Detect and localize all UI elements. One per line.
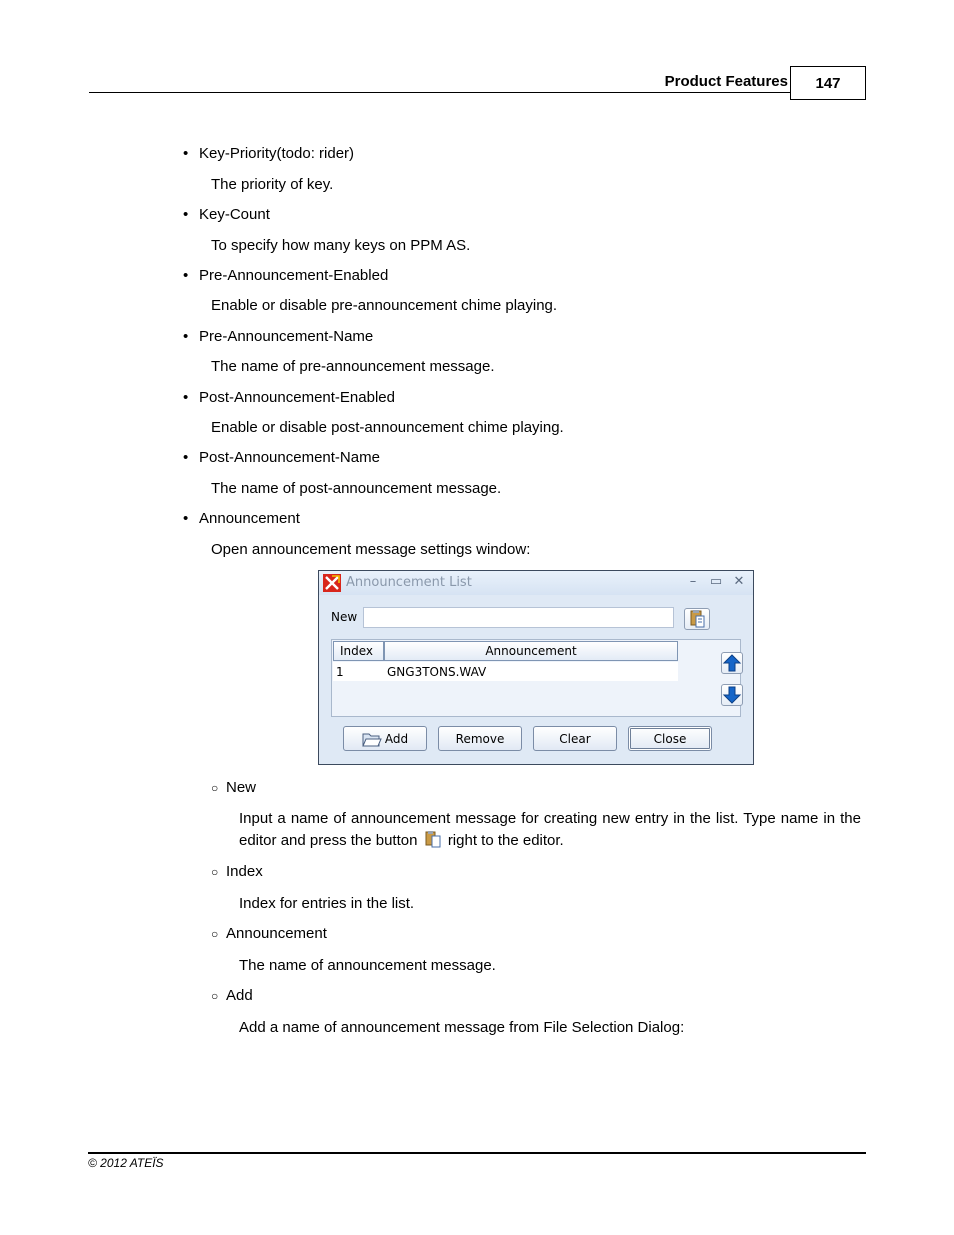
move-up-button[interactable] bbox=[721, 652, 743, 674]
paste-icon bbox=[685, 609, 709, 629]
column-header-index[interactable]: Index bbox=[333, 641, 384, 661]
bullet-item: • Pre-Announcement-Enabled bbox=[183, 267, 389, 284]
row-index: 1 bbox=[336, 665, 344, 679]
window-titlebar bbox=[319, 571, 753, 595]
folder-open-icon bbox=[362, 730, 382, 748]
app-icon bbox=[323, 574, 341, 592]
announcement-grid[interactable] bbox=[331, 639, 741, 717]
table-row[interactable] bbox=[333, 662, 678, 681]
desc-text: right to the editor. bbox=[447, 832, 564, 849]
sub-item-term: New bbox=[226, 779, 257, 796]
close-icon[interactable]: ✕ bbox=[733, 574, 745, 589]
sub-item-term: Add bbox=[226, 987, 253, 1004]
paste-icon bbox=[424, 830, 442, 848]
bullet-term: Key-Priority(todo: rider) bbox=[199, 145, 355, 162]
announcement-list-window bbox=[318, 570, 754, 765]
minimize-icon[interactable]: – bbox=[689, 574, 697, 589]
header-rule bbox=[89, 92, 791, 93]
window-title: Announcement List bbox=[346, 575, 472, 590]
bullet-desc: Enable or disable pre-announcement chime playing. bbox=[211, 297, 558, 314]
column-header-announcement[interactable]: Announcement bbox=[384, 641, 678, 661]
sub-item-index: ○ Index bbox=[211, 863, 263, 880]
header-section-title: Product Features bbox=[664, 73, 788, 90]
close-button[interactable] bbox=[628, 726, 712, 751]
remove-button-label: Remove bbox=[455, 731, 505, 746]
sub-item-announcement: ○ Announcement bbox=[211, 925, 327, 942]
maximize-icon[interactable]: ▭ bbox=[709, 574, 723, 589]
bullet-desc: Enable or disable post-announcement chime playing. bbox=[211, 419, 564, 436]
remove-button[interactable] bbox=[438, 726, 522, 751]
sub-item-new: ○ New bbox=[211, 779, 257, 796]
bullet-item: • Key-Priority(todo: rider) bbox=[183, 145, 355, 162]
bullet-term: Announcement bbox=[199, 510, 300, 527]
desc-text: Input a name of announcement message for creating new entry in the list. Type name in the editor and press the button bbox=[239, 810, 861, 849]
bullet-item: • Post-Announcement-Name bbox=[183, 449, 380, 466]
bullet-item: • Key-Count bbox=[183, 206, 270, 223]
bullet-term: Pre-Announcement-Enabled bbox=[199, 267, 389, 284]
close-button-label: Close bbox=[653, 731, 687, 746]
add-button-label: Add bbox=[384, 731, 409, 746]
bullet-term: Post-Announcement-Enabled bbox=[199, 389, 395, 406]
bullet-item: • Announcement bbox=[183, 510, 300, 527]
row-announcement: GNG3TONS.WAV bbox=[387, 665, 487, 679]
move-down-button[interactable] bbox=[721, 684, 743, 706]
bullet-desc: To specify how many keys on PPM AS. bbox=[211, 237, 471, 254]
footer-rule bbox=[88, 1152, 866, 1154]
clear-button-label: Clear bbox=[559, 731, 591, 746]
sub-item-desc: Add a name of announcement message from File Selection Dialog: bbox=[239, 1019, 685, 1036]
sub-item-add: ○ Add bbox=[211, 987, 253, 1004]
clear-button[interactable] bbox=[533, 726, 617, 751]
sub-item-term: Announcement bbox=[226, 925, 327, 942]
page-number: 147 bbox=[790, 66, 866, 100]
new-input[interactable] bbox=[363, 607, 674, 628]
bullet-item: • Post-Announcement-Enabled bbox=[183, 389, 395, 406]
bullet-term: Post-Announcement-Name bbox=[199, 449, 380, 466]
new-label: New bbox=[331, 610, 358, 624]
paste-button[interactable] bbox=[684, 608, 710, 630]
sub-item-desc: The name of announcement message. bbox=[239, 957, 496, 974]
arrow-down-icon bbox=[722, 685, 742, 705]
bullet-desc: Open announcement message settings window: bbox=[211, 541, 531, 558]
add-button[interactable] bbox=[343, 726, 427, 751]
bullet-desc: The name of pre-announcement message. bbox=[211, 358, 495, 375]
bullet-term: Pre-Announcement-Name bbox=[199, 328, 374, 345]
bullet-desc: The name of post-announcement message. bbox=[211, 480, 502, 497]
arrow-up-icon bbox=[722, 653, 742, 673]
sub-item-term: Index bbox=[226, 863, 263, 880]
bullet-term: Key-Count bbox=[199, 206, 270, 223]
sub-item-desc: Index for entries in the list. bbox=[239, 895, 415, 912]
bullet-desc: The priority of key. bbox=[211, 176, 334, 193]
bullet-item: • Pre-Announcement-Name bbox=[183, 328, 374, 345]
sub-item-desc bbox=[239, 808, 861, 852]
footer-copyright: © 2012 ATEÏS bbox=[88, 1156, 164, 1170]
